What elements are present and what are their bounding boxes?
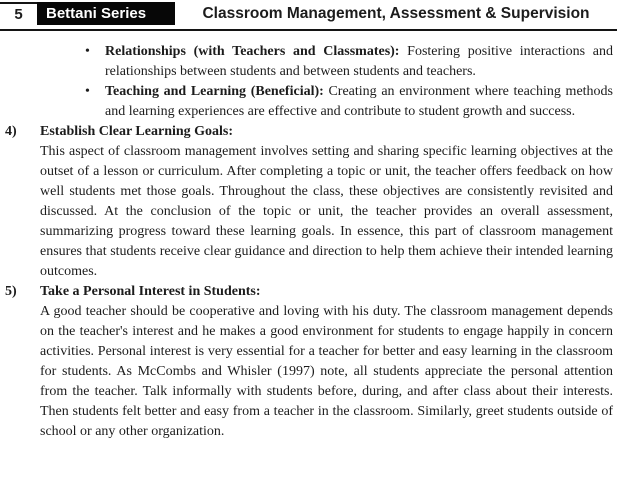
list-item xyxy=(5,42,613,82)
section-paragraph: A good teacher should be cooperative and loving with his duty. The classroom management depends on the teacher's interest and he makes a good environment for students to engage happily in concern activities. Personal interest is very essential for a teacher for better and easy learning in the classroom for students. As McCombs and Whisler (1997) note, all students appreciate the personal attention from the teacher. Talk informally with students before, during, and after class about their interests. Then students felt better and easy from a teacher in the classroom. Similarly, greet students outside of school or any other organization. xyxy=(40,304,613,439)
bullet-heading: Relationships (with Teachers and Classmates): xyxy=(105,44,400,59)
page-header xyxy=(0,0,617,31)
numbered-section xyxy=(5,282,613,442)
bullet-heading: Teaching and Learning (Beneficial): xyxy=(105,84,324,99)
series-badge: Bettani Series xyxy=(37,2,175,25)
bullet-paragraph xyxy=(105,42,613,82)
section-content xyxy=(40,122,613,282)
numbered-section xyxy=(5,122,613,282)
bullet-icon: • xyxy=(85,84,90,99)
section-heading: Take a Personal Interest in Students: xyxy=(40,284,261,299)
section-number: 5) xyxy=(5,284,17,299)
list-item xyxy=(5,82,613,122)
page-number: 5 xyxy=(0,2,37,25)
bullet-body-text: Creating an environment where teaching methods and learning experiences are effective and contribute to student growth and success. xyxy=(105,84,614,119)
bullet-paragraph xyxy=(105,82,613,122)
header-title: Classroom Management, Assessment & Supervision xyxy=(202,5,590,22)
section-number: 4) xyxy=(5,124,17,139)
bullet-body-text: Fostering positive interactions and relationships between students and between students and teachers. xyxy=(105,44,613,79)
section-heading: Establish Clear Learning Goals: xyxy=(40,124,234,139)
page-body xyxy=(0,31,617,442)
section-content xyxy=(40,282,613,442)
bullet-icon: • xyxy=(85,44,90,59)
section-paragraph: This aspect of classroom management involves setting and sharing specific learning objectives at the outset of a lesson or curriculum. After completing a topic or unit, the teacher offers feedback on how well students met those goals. Throughout the class, these objectives are consistently revisited and discussed. At the conclusion of the topic or unit, the teacher provides an overall assessment, summarizing progress toward these learning goals. In essence, this part of classroom management ensures that students receive clear guidance and direction to help them achieve their intended learning outcomes. xyxy=(40,144,613,279)
